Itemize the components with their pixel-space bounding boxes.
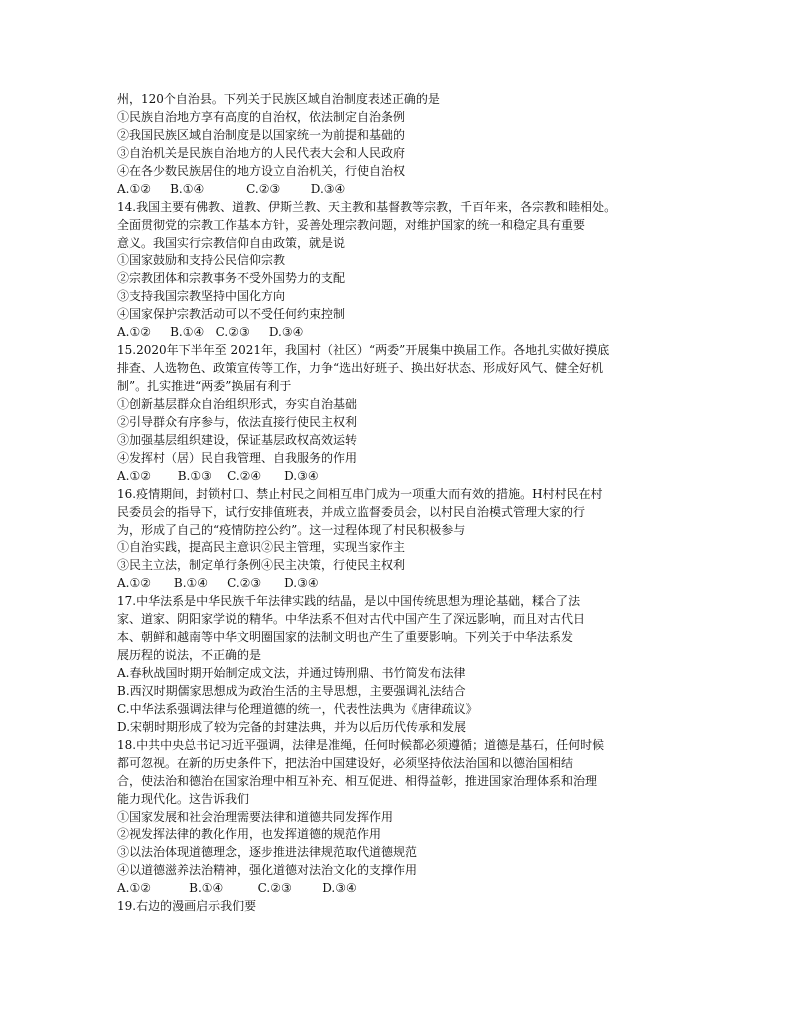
question-17-stem-line-4: 展历程的说法，不正确的是	[117, 648, 262, 663]
question-16-options: A.①② B.①④ C.②③ D.③④	[117, 576, 319, 591]
question-15-item-1: ①创新基层群众自治组织形式，夯实自治基础	[117, 396, 358, 411]
question-15	[117, 342, 687, 486]
question-18-item-3: ③以法治体现道德理念，逐步推进法律规范取代道德规范	[117, 845, 418, 860]
exam-page	[117, 91, 687, 916]
question-18	[117, 737, 687, 898]
question-14-stem-line-1: 14.我国主要有佛教、道教、伊斯兰教、天主教和基督教等宗教，千百年来，各宗教和睦相处。	[117, 199, 617, 214]
question-14-item-3: ③支持我国宗教坚持中国化方向	[117, 289, 286, 304]
question-15-item-4: ④发挥村（居）民自我管理、自我服务的作用	[117, 450, 358, 465]
question-19	[117, 898, 687, 916]
question-15-stem-line-2: 排查、人选物色、政策宣传等工作，力争“选出好班子、换出好状态、形成好风气、健全好机	[117, 361, 604, 376]
question-14-stem-line-3: 意义。我国实行宗教信仰自由政策，就是说	[117, 235, 346, 250]
question-14-item-1: ①国家鼓励和支持公民信仰宗教	[117, 253, 286, 268]
question-13-item-4: ④在各少数民族居住的地方设立自治机关，行使自治权	[117, 163, 406, 178]
question-14-stem-line-2: 全面贯彻党的宗教工作基本方针，妥善处理宗教问题，对维护国家的统一和稳定具有重要	[117, 217, 586, 232]
question-15-item-2: ②引导群众有序参与，依法直接行使民主权利	[117, 414, 358, 429]
question-14-item-2: ②宗教团体和宗教事务不受外国势力的支配	[117, 271, 346, 286]
question-16-item-2: ③民主立法，制定单行条例④民主决策，行使民主权利	[117, 558, 406, 573]
question-14-options: A.①② B.①④ C.②③ D.③④	[117, 325, 304, 340]
question-18-item-4: ④以道德滋养法治精神，强化道德对法治文化的支撑作用	[117, 863, 418, 878]
question-15-stem-line-1: 15.2020年下半年至 2021年，我国村（社区）“两委”开展集中换届工作。各地扎实做好摸底	[117, 343, 610, 358]
question-16-stem-line-2: 民委员会的指导下，试行安排值班表，并成立监督委员会，以村民自治模式管理大家的行	[117, 504, 586, 519]
question-17	[117, 593, 687, 737]
question-16-item-1: ①自治实践，提高民主意识②民主管理，实现当家作主	[117, 540, 406, 555]
question-13-options: A.①② B.①④ C.②③ D.③④	[117, 181, 346, 196]
question-17-option-b: B.西汉时期儒家思想成为政治生活的主导思想，主要强调礼法结合	[117, 683, 466, 698]
question-16-stem-line-3: 为，形成了自己的“疫情防控公约”。这一过程体现了村民积极参与	[117, 522, 466, 537]
question-13-stem: 州，120个自治县。下列关于民族区域自治制度表述正确的是	[117, 92, 440, 106]
question-17-option-c: C.中华法系强调法律与伦理道德的统一，代表性法典为《唐律疏议》	[117, 701, 478, 716]
question-15-stem-line-3: 制”。扎实推进“两委”换届有利于	[117, 379, 292, 393]
question-17-stem-line-2: 家、道家、阴阳家学说的精华。中华法系不但对古代中国产生了深远影响，而且对古代日	[117, 612, 586, 627]
question-16	[117, 486, 687, 594]
question-15-options: A.①② B.①③ C.②④ D.③④	[117, 468, 319, 483]
question-17-option-d: D.宋朝时期形成了较为完备的封建法典，并为以后历代传承和发展	[117, 719, 467, 734]
question-14-item-4: ④国家保护宗教活动可以不受任何约束控制	[117, 307, 346, 322]
question-17-stem-line-1: 17.中华法系是中华民族千年法律实践的结晶，是以中国传统思想为理论基础，糅合了法	[117, 594, 581, 609]
question-18-stem-line-4: 能力现代化。这告诉我们	[117, 791, 250, 806]
question-18-item-1: ①国家发展和社会治理需要法律和道德共同发挥作用	[117, 809, 394, 824]
question-14	[117, 199, 687, 343]
question-16-stem-line-1: 16.疫情期间，封锁村口、禁止村民之间相互串门成为一项重大而有效的措施。H村村民在村	[117, 486, 603, 501]
question-13-item-1: ①民族自治地方享有高度的自治权，依法制定自治条例	[117, 109, 406, 124]
question-18-item-2: ②视发挥法律的教化作用，也发挥道德的规范作用	[117, 827, 382, 842]
question-13-item-3: ③自治机关是民族自治地方的人民代表大会和人民政府	[117, 145, 406, 160]
question-18-stem-line-2: 都可忽视。在新的历史条件下，把法治中国建设好，必须坚持依法治国和以德治国相结	[117, 755, 574, 770]
question-13	[117, 91, 687, 199]
question-15-item-3: ③加强基层组织建设，保证基层政权高效运转	[117, 432, 358, 447]
question-17-option-a: A.春秋战国时期开始制定成文法，并通过铸刑鼎、书竹简发布法律	[117, 666, 466, 680]
question-17-stem-line-3: 本、朝鲜和越南等中华文明圈国家的法制文明也产生了重要影响。下列关于中华法系发	[117, 630, 574, 645]
question-19-stem: 19.右边的漫画启示我们要	[117, 899, 257, 914]
question-18-options: A.①② B.①④ C.②③ D.③④	[117, 881, 357, 896]
question-18-stem-line-3: 合，使法治和德治在国家治理中相互补充、相互促进、相得益彰，推进国家治理体系和治理	[117, 773, 598, 788]
question-18-stem-line-1: 18.中共中央总书记习近平强调，法律是准绳，任何时候都必须遵循；道德是基石，任何时候	[117, 737, 605, 752]
question-13-item-2: ②我国民族区域自治制度是以国家统一为前提和基础的	[117, 127, 406, 142]
